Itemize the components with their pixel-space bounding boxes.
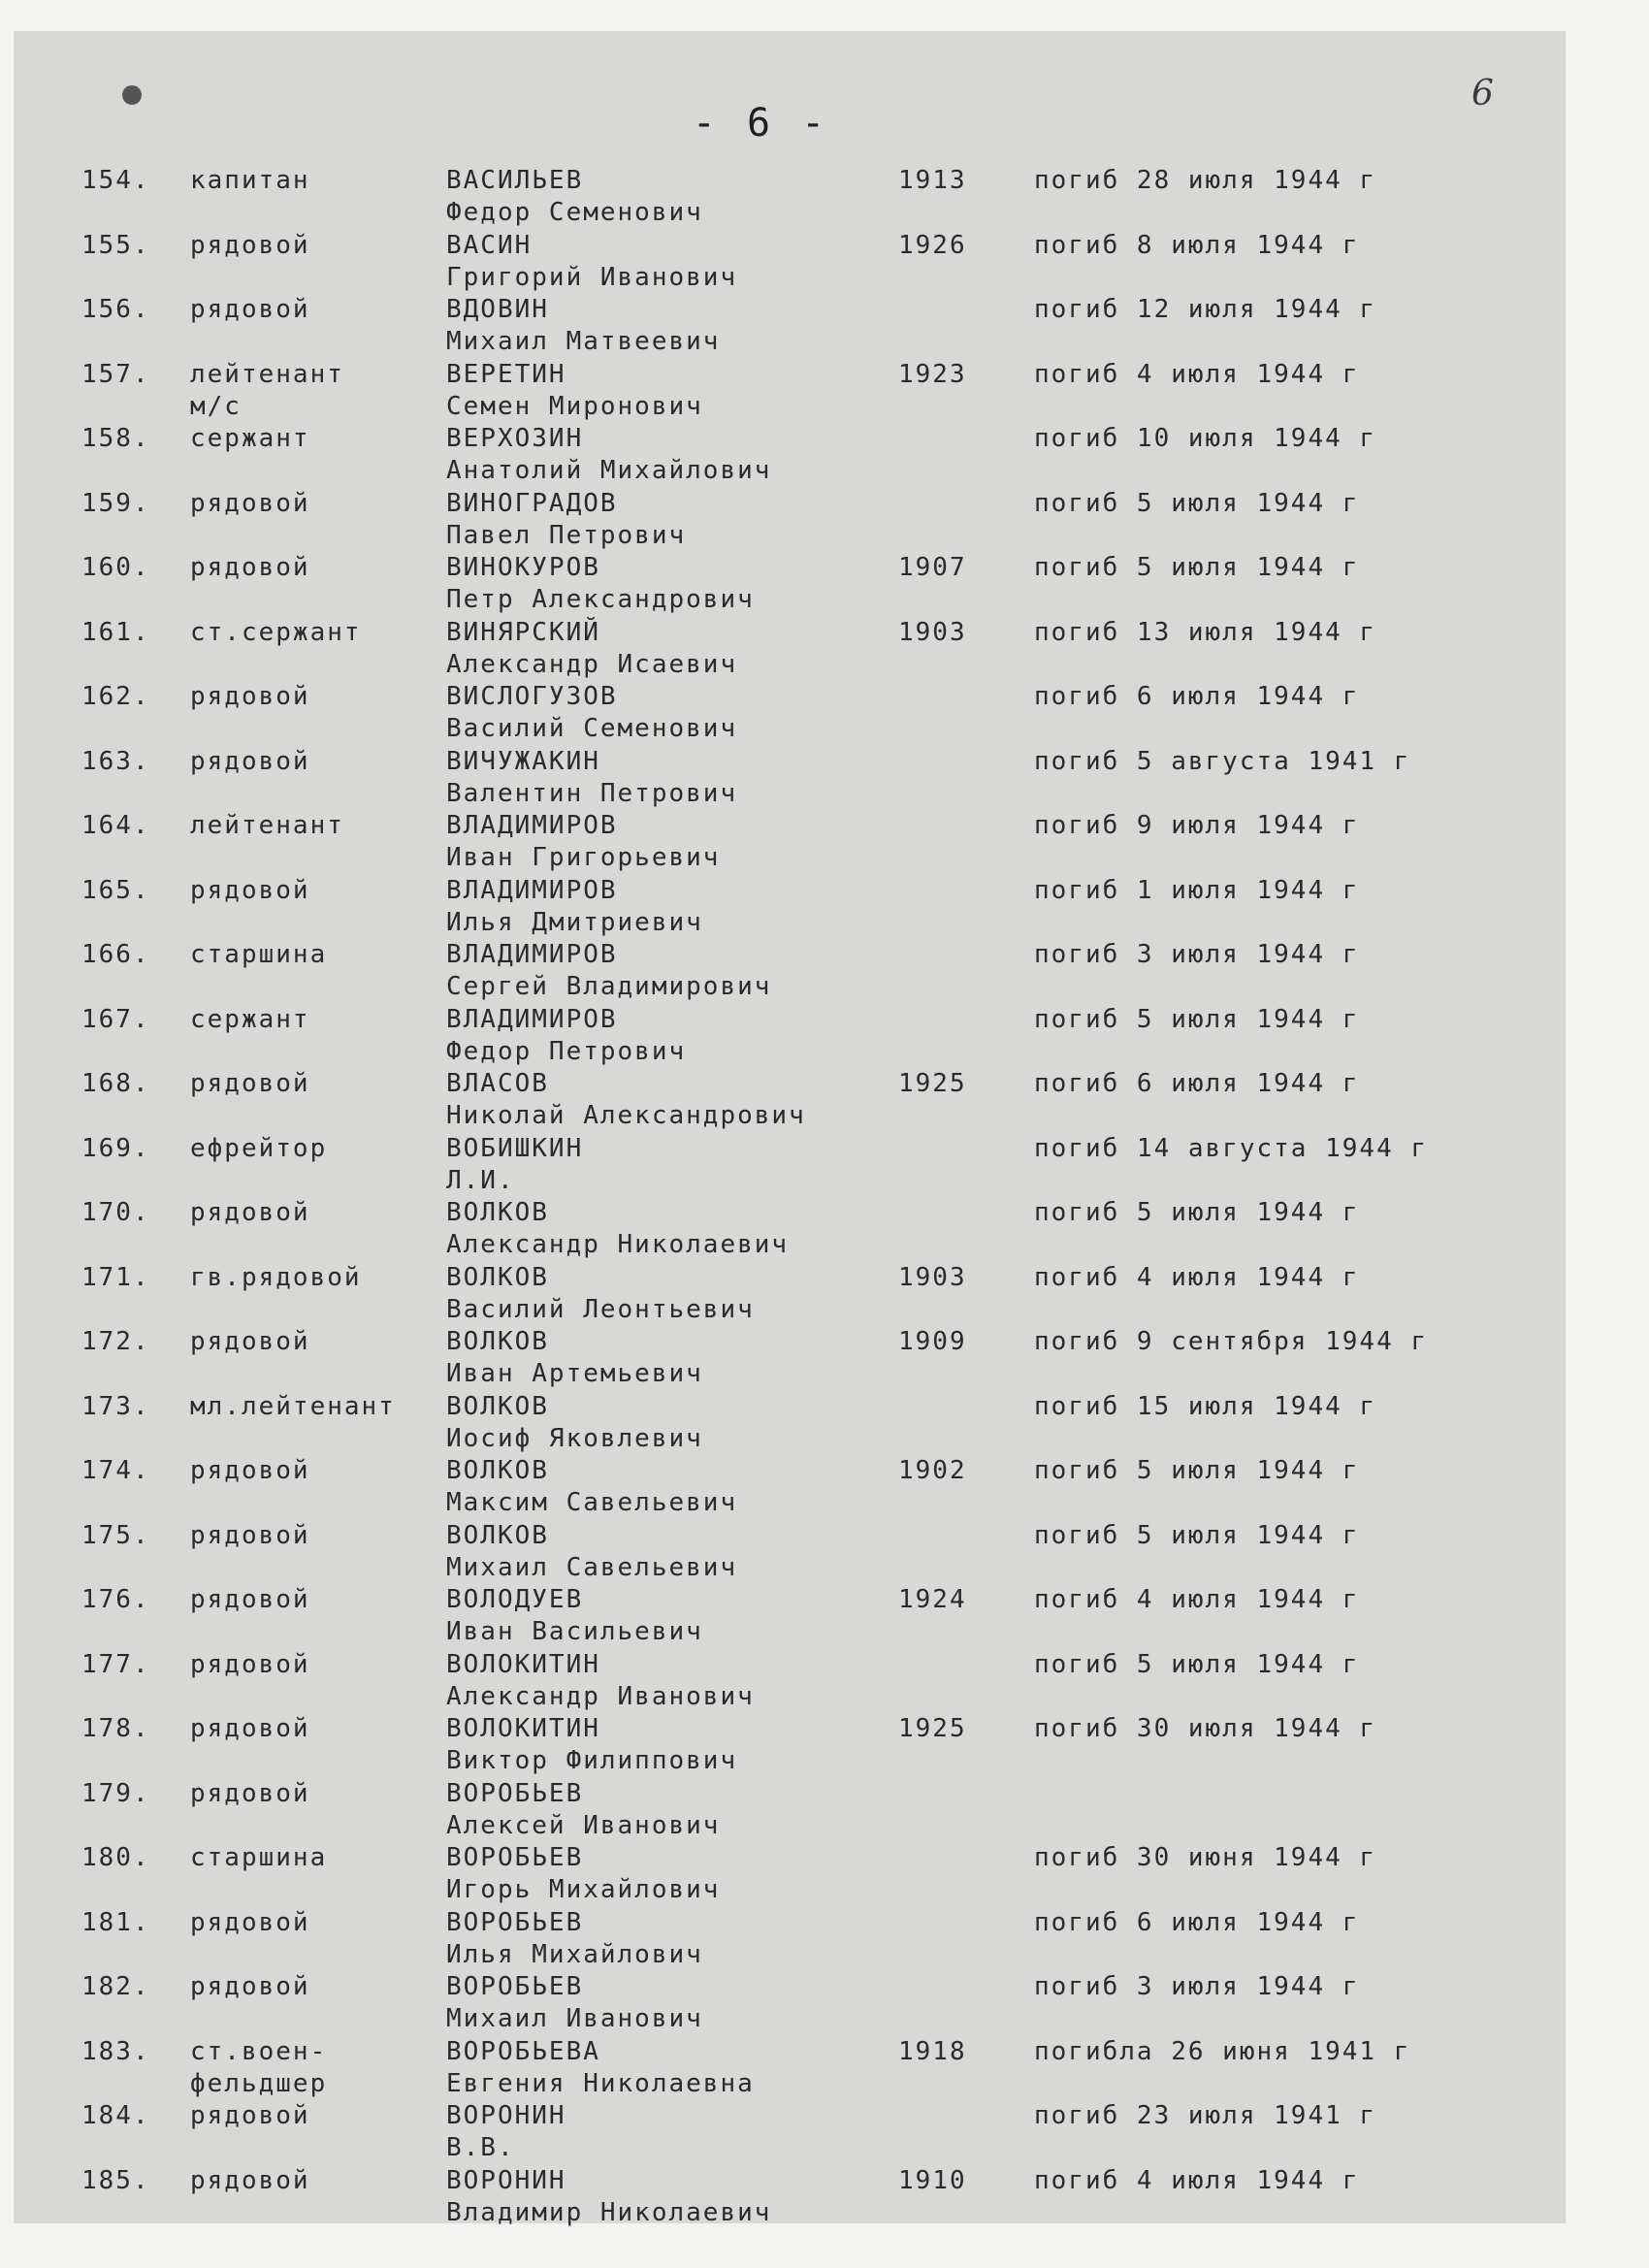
entry-number: 155. — [81, 231, 150, 260]
entry-number: 160. — [81, 553, 150, 582]
entry-rank: рядовой — [190, 295, 310, 324]
entry-fate: погиб 5 августа 1941 г — [1034, 747, 1411, 776]
entry-number: 183. — [81, 2037, 150, 2066]
entry-rank: рядовой — [190, 231, 310, 260]
entry-given-name: Игорь Михайлович — [446, 1875, 721, 1904]
entry-number: 165. — [81, 876, 150, 905]
entry-surname: ВОРОБЬЕВ — [446, 1972, 584, 2001]
entry-surname: ВИНЯРСКИЙ — [446, 618, 600, 647]
entry-surname: ВОЛОДУЕВ — [446, 1585, 584, 1614]
list-item — [14, 1520, 1566, 1584]
entry-rank: рядовой — [190, 876, 310, 905]
entry-rank: лейтенант — [190, 811, 344, 840]
entry-fate: погиб 13 июля 1944 г — [1034, 618, 1377, 647]
entry-number: 161. — [81, 618, 150, 647]
entry-surname: ВОРОБЬЕВ — [446, 1908, 584, 1937]
list-item — [14, 1584, 1566, 1648]
entry-number: 167. — [81, 1005, 150, 1034]
list-item — [14, 423, 1566, 487]
list-item — [14, 1391, 1566, 1455]
entry-surname: ВАСИН — [446, 231, 533, 260]
entry-birth-year: 1903 — [898, 1263, 967, 1292]
entry-rank: лейтенант — [190, 360, 344, 389]
entry-given-name: Валентин Петрович — [446, 779, 738, 808]
entry-surname: ВОЛКОВ — [446, 1456, 549, 1485]
entry-fate: погиб 3 июля 1944 г — [1034, 940, 1360, 969]
entry-surname: ВЛАДИМИРОВ — [446, 811, 618, 840]
entry-given-name: Александр Николаевич — [446, 1230, 790, 1259]
entry-given-name: Михаил Иванович — [446, 2004, 703, 2033]
entry-number: 164. — [81, 811, 150, 840]
entry-surname: ВЛАДИМИРОВ — [446, 876, 618, 905]
entry-surname: ВИСЛОГУЗОВ — [446, 682, 618, 711]
entry-rank: старшина — [190, 1843, 328, 1872]
entry-rank: гв.рядовой — [190, 1263, 362, 1292]
entry-birth-year: 1923 — [898, 360, 967, 389]
entry-surname: ВИНОГРАДОВ — [446, 489, 618, 518]
entry-rank: рядовой — [190, 553, 310, 582]
entry-rank: рядовой — [190, 2101, 310, 2130]
entry-number: 159. — [81, 489, 150, 518]
handwritten-page-mark: 6 — [1471, 74, 1494, 113]
list-item — [14, 1971, 1566, 2035]
entry-number: 171. — [81, 1263, 150, 1292]
entry-number: 169. — [81, 1134, 150, 1163]
entry-surname: ВОЛОКИТИН — [446, 1650, 600, 1679]
entry-rank: мл.лейтенант — [190, 1392, 396, 1421]
entry-given-name: Илья Михайлович — [446, 1940, 703, 1969]
entry-rank: рядовой — [190, 2166, 310, 2195]
entry-surname: ВОРОБЬЕВА — [446, 2037, 600, 2066]
entry-number: 156. — [81, 295, 150, 324]
entry-rank: рядовой — [190, 1456, 310, 1485]
entry-fate: погиб 30 июля 1944 г — [1034, 1714, 1377, 1743]
entry-number: 175. — [81, 1521, 150, 1550]
entry-given-name: Григорий Иванович — [446, 263, 738, 292]
list-item — [14, 230, 1566, 294]
list-item — [14, 1262, 1566, 1326]
entry-surname: ВИЧУЖАКИН — [446, 747, 600, 776]
entry-fate: погиб 30 июня 1944 г — [1034, 1843, 1377, 1872]
entry-surname: ВОЛКОВ — [446, 1327, 549, 1356]
entry-surname: ВОРОБЬЕВ — [446, 1843, 584, 1872]
entry-surname: ВОЛКОВ — [446, 1198, 549, 1227]
list-item — [14, 1004, 1566, 1068]
entry-rank: сержант — [190, 424, 310, 453]
list-item — [14, 359, 1566, 423]
entry-number: 154. — [81, 166, 150, 195]
entry-number: 163. — [81, 747, 150, 776]
entry-fate: погиб 3 июля 1944 г — [1034, 1972, 1360, 2001]
entry-fate: погиб 5 июля 1944 г — [1034, 1456, 1360, 1485]
entry-rank: ефрейтор — [190, 1134, 328, 1163]
entry-fate: погиб 6 июля 1944 г — [1034, 682, 1360, 711]
entry-surname: ВОРОНИН — [446, 2166, 566, 2195]
list-item — [14, 2165, 1566, 2229]
entry-rank: рядовой — [190, 489, 310, 518]
scanned-page — [14, 31, 1566, 2227]
entry-birth-year: 1924 — [898, 1585, 967, 1614]
entry-rank: рядовой — [190, 1908, 310, 1937]
list-item — [14, 875, 1566, 939]
list-item — [14, 617, 1566, 681]
entry-fate: погиб 5 июля 1944 г — [1034, 1005, 1360, 1034]
entry-fate: погиб 4 июля 1944 г — [1034, 1585, 1360, 1614]
entry-given-name: Семен Миронович — [446, 392, 703, 421]
entry-number: 180. — [81, 1843, 150, 1872]
list-item — [14, 1713, 1566, 1777]
entry-given-name: Алексей Иванович — [446, 1811, 721, 1840]
entry-given-name: Л.И. — [446, 1166, 515, 1195]
entry-rank: рядовой — [190, 1327, 310, 1356]
entry-given-name: Федор Семенович — [446, 198, 703, 227]
entry-given-name: Михаил Матвеевич — [446, 327, 721, 356]
entry-given-name: Павел Петрович — [446, 521, 687, 550]
entry-given-name: Евгения Николаевна — [446, 2069, 755, 2098]
entry-given-name: Максим Савельевич — [446, 1488, 738, 1517]
entry-given-name: Василий Семенович — [446, 714, 738, 743]
entry-given-name: Федор Петрович — [446, 1037, 687, 1066]
entry-number: 166. — [81, 940, 150, 969]
entry-given-name: Александр Исаевич — [446, 650, 738, 679]
entry-number: 168. — [81, 1069, 150, 1098]
list-item — [14, 1778, 1566, 1842]
entry-rank: рядовой — [190, 1779, 310, 1808]
entry-surname: ВОЛОКИТИН — [446, 1714, 600, 1743]
entry-number: 182. — [81, 1972, 150, 2001]
entry-fate: погиб 9 сентября 1944 г — [1034, 1327, 1429, 1356]
list-item — [14, 488, 1566, 552]
entry-fate: погиб 14 августа 1944 г — [1034, 1134, 1429, 1163]
entry-birth-year: 1926 — [898, 231, 967, 260]
entry-birth-year: 1909 — [898, 1327, 967, 1356]
entry-number: 170. — [81, 1198, 150, 1227]
list-item — [14, 1649, 1566, 1713]
entry-given-name: Александр Иванович — [446, 1682, 755, 1711]
entry-rank: рядовой — [190, 747, 310, 776]
entry-birth-year: 1910 — [898, 2166, 967, 2195]
entry-fate: погиб 8 июля 1944 г — [1034, 231, 1360, 260]
entry-surname: ВЛАСОВ — [446, 1069, 549, 1098]
entry-rank: ст.сержант — [190, 618, 362, 647]
entry-surname: ВИНОКУРОВ — [446, 553, 600, 582]
entry-fate: погиб 15 июля 1944 г — [1034, 1392, 1377, 1421]
entry-given-name: Василий Леонтьевич — [446, 1295, 755, 1324]
entry-given-name: Владимир Николаевич — [446, 2198, 772, 2227]
entry-number: 157. — [81, 360, 150, 389]
entry-fate: погиб 4 июля 1944 г — [1034, 2166, 1360, 2195]
entry-given-name: Иосиф Яковлевич — [446, 1424, 703, 1453]
entry-fate: погиб 6 июля 1944 г — [1034, 1069, 1360, 1098]
entry-rank: рядовой — [190, 1650, 310, 1679]
entry-fate: погиб 10 июля 1944 г — [1034, 424, 1377, 453]
entry-fate: погиб 5 июля 1944 г — [1034, 1650, 1360, 1679]
entry-fate: погиб 5 июля 1944 г — [1034, 1521, 1360, 1550]
entry-birth-year: 1925 — [898, 1714, 967, 1743]
entry-birth-year: 1925 — [898, 1069, 967, 1098]
list-item — [14, 2036, 1566, 2100]
list-item — [14, 2100, 1566, 2164]
entry-rank: рядовой — [190, 1521, 310, 1550]
entry-fate: погиб 4 июля 1944 г — [1034, 1263, 1360, 1292]
list-item — [14, 1842, 1566, 1906]
entry-surname: ВЛАДИМИРОВ — [446, 1005, 618, 1034]
entry-number: 177. — [81, 1650, 150, 1679]
entry-fate: погиб 6 июля 1944 г — [1034, 1908, 1360, 1937]
list-item — [14, 1068, 1566, 1132]
entry-number: 185. — [81, 2166, 150, 2195]
entry-fate: погиб 5 июля 1944 г — [1034, 1198, 1360, 1227]
entry-surname: ВДОВИН — [446, 295, 549, 324]
list-item — [14, 939, 1566, 1003]
entry-fate: погиб 9 июля 1944 г — [1034, 811, 1360, 840]
entry-number: 173. — [81, 1392, 150, 1421]
entry-rank: рядовой — [190, 1198, 310, 1227]
entry-fate: погиб 12 июля 1944 г — [1034, 295, 1377, 324]
entry-rank: рядовой — [190, 682, 310, 711]
entry-surname: ВОЛКОВ — [446, 1263, 549, 1292]
entry-number: 184. — [81, 2101, 150, 2130]
entry-rank: капитан — [190, 166, 310, 195]
list-item — [14, 1326, 1566, 1390]
list-item — [14, 810, 1566, 874]
entry-surname: ВОРОБЬЕВ — [446, 1779, 584, 1808]
entry-given-name: Иван Васильевич — [446, 1617, 703, 1646]
entry-surname: ВОЛКОВ — [446, 1521, 549, 1550]
entry-given-name: Илья Дмитриевич — [446, 908, 703, 937]
entry-number: 178. — [81, 1714, 150, 1743]
entry-rank: старшина — [190, 940, 328, 969]
entry-rank: рядовой — [190, 1585, 310, 1614]
entry-rank: рядовой — [190, 1972, 310, 2001]
entry-rank-continued: фельдшер — [190, 2069, 328, 2098]
entry-given-name: Иван Артемьевич — [446, 1359, 703, 1388]
entry-fate: погиб 5 июля 1944 г — [1034, 489, 1360, 518]
entry-birth-year: 1918 — [898, 2037, 967, 2066]
entry-fate: погиб 1 июля 1944 г — [1034, 876, 1360, 905]
list-item — [14, 1197, 1566, 1261]
entry-number: 176. — [81, 1585, 150, 1614]
entry-birth-year: 1902 — [898, 1456, 967, 1485]
entry-given-name: В.В. — [446, 2133, 515, 2162]
entry-number: 172. — [81, 1327, 150, 1356]
entry-number: 162. — [81, 682, 150, 711]
entry-given-name: Иван Григорьевич — [446, 843, 721, 872]
entry-surname: ВОРОНИН — [446, 2101, 566, 2130]
entry-surname: ВЕРХОЗИН — [446, 424, 584, 453]
entry-surname: ВАСИЛЬЕВ — [446, 166, 584, 195]
entry-rank-continued: м/с — [190, 392, 242, 421]
entry-birth-year: 1903 — [898, 618, 967, 647]
entry-fate: погиб 4 июля 1944 г — [1034, 360, 1360, 389]
list-item — [14, 165, 1566, 229]
entry-rank: ст.воен- — [190, 2037, 328, 2066]
list-item — [14, 552, 1566, 616]
list-item — [14, 1133, 1566, 1197]
entry-surname: ВОЛКОВ — [446, 1392, 549, 1421]
entry-fate: погиб 5 июля 1944 г — [1034, 553, 1360, 582]
entry-surname: ВЛАДИМИРОВ — [446, 940, 618, 969]
entry-number: 179. — [81, 1779, 150, 1808]
entry-surname: ВОБИШКИН — [446, 1134, 584, 1163]
list-item — [14, 681, 1566, 745]
entry-number: 181. — [81, 1908, 150, 1937]
entry-given-name: Виктор Филиппович — [446, 1746, 738, 1775]
entry-fate: погибла 26 июня 1941 г — [1034, 2037, 1411, 2066]
list-item — [14, 746, 1566, 810]
page-number: - 6 - — [692, 101, 829, 146]
entry-given-name: Сергей Владимирович — [446, 972, 772, 1001]
entry-number: 158. — [81, 424, 150, 453]
entry-given-name: Михаил Савельевич — [446, 1553, 738, 1582]
entry-given-name: Анатолий Михайлович — [446, 456, 772, 485]
entry-given-name: Николай Александрович — [446, 1101, 806, 1130]
entry-given-name: Петр Александрович — [446, 585, 755, 614]
entry-rank: сержант — [190, 1005, 310, 1034]
entry-fate: погиб 28 июля 1944 г — [1034, 166, 1377, 195]
entry-surname: ВЕРЕТИН — [446, 360, 566, 389]
entry-rank: рядовой — [190, 1714, 310, 1743]
list-item — [14, 294, 1566, 358]
entry-rank: рядовой — [190, 1069, 310, 1098]
entry-birth-year: 1907 — [898, 553, 967, 582]
list-item — [14, 1907, 1566, 1971]
list-item — [14, 1455, 1566, 1519]
entry-fate: погиб 23 июля 1941 г — [1034, 2101, 1377, 2130]
entry-number: 174. — [81, 1456, 150, 1485]
entry-birth-year: 1913 — [898, 166, 967, 195]
